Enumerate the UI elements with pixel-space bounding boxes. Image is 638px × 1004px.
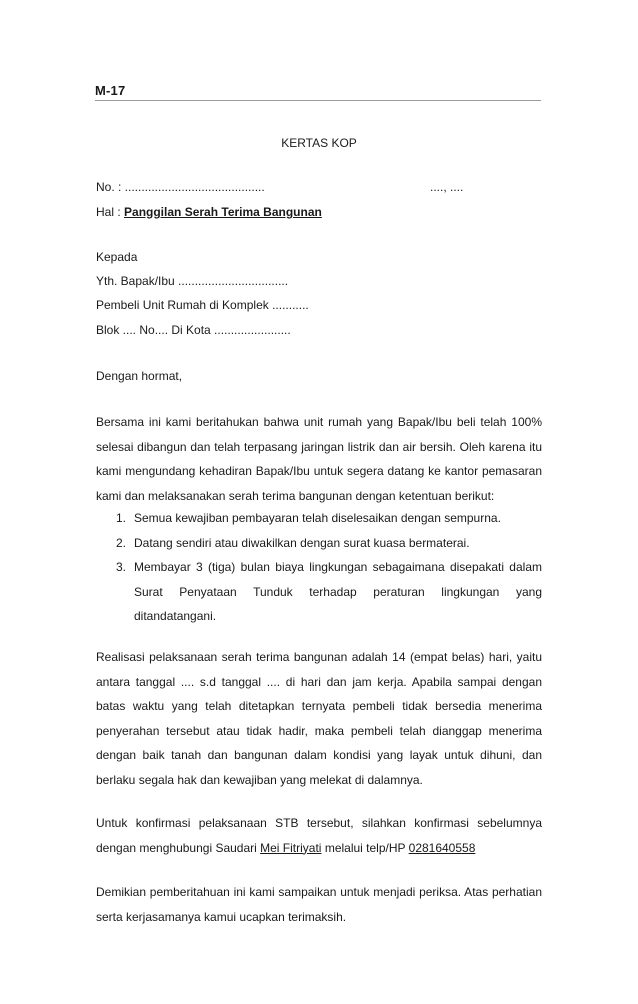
intro-paragraph: Bersama ini kami beritahukan bahwa unit rumah yang Bapak/Ibu beli telah 100% selesai dibangun dan telah terpasang jaringan listrik dan air bersih. Oleh karena itu kami mengundang kehadiran Bapak/Ibu untuk segera datang ke kantor pemasaran kami dan melaksanakan serah terima bangunan dengan ketentuan berikut: xyxy=(96,415,542,503)
contact-name: Mei Fitriyati xyxy=(260,840,322,855)
list-item-number: 1. xyxy=(116,511,127,525)
recipient-complex: Pembeli Unit Rumah di Komplek ........... xyxy=(96,298,309,312)
subject-text: Panggilan Serah Terima Bangunan xyxy=(124,205,322,219)
subject-prefix: Hal : xyxy=(96,205,125,219)
closing-paragraph: Demikian pemberitahuan ini kami sampaikan untuk menjadi periksa. Atas perhatian serta kerjasamanya kamui ucapkan terimaksih. xyxy=(96,885,542,924)
contact-phone: 0281640558 xyxy=(408,840,476,855)
recipient-address: Blok .... No.... Di Kota ....................... xyxy=(96,323,291,337)
list-item-number: 3. xyxy=(116,560,127,574)
list-item xyxy=(96,506,542,531)
realization-paragraph: Realisasi pelaksanaan serah terima bangunan adalah 14 (empat belas) hari, yaitu antara tanggal .... s.d tanggal .... di hari dan jam kerja. Apabila sampai dengan batas waktu yang telah ditetapkan ternyata pembeli tidak bersedia menerima penyerahan tersebut atau tidak hadir, maka pembeli telah dianggap menerima dengan baik tanah dan bangunan dalam kondisi yang layak untuk dihuni, dan berlaku segala hak dan kewajiban yang melekat di dalamnya. xyxy=(96,650,542,787)
terms-list xyxy=(96,506,542,629)
list-item-number: 2. xyxy=(116,535,127,550)
letter-number: No. : .......................................... xyxy=(96,180,265,194)
confirmation-text-start: Untuk konfirmasi pelaksanaan STB tersebut, silahkan konfirmasi sebelumnya dengan menghubungi Saudari xyxy=(96,816,542,855)
confirmation-paragraph xyxy=(96,811,542,860)
list-item-text: Semua kewajiban pembayaran telah diselesaikan dengan sempurna. xyxy=(134,511,501,525)
letterhead-placeholder: KERTAS KOP xyxy=(281,136,357,150)
document-code: M-17 xyxy=(95,83,541,101)
subject-line xyxy=(96,205,322,219)
list-item xyxy=(96,531,542,556)
list-item xyxy=(96,555,542,629)
list-item-text: Membayar 3 (tiga) bulan biaya lingkungan sebagaimana disepakati dalam Surat Penyataan Tunduk terhadap peraturan lingkungan yang ditandatangani. xyxy=(134,560,542,623)
list-item-text: Datang sendiri atau diwakilkan dengan surat kuasa bermaterai. xyxy=(134,535,470,550)
recipient-name: Yth. Bapak/Ibu ................................. xyxy=(96,274,289,288)
greeting: Dengan hormat, xyxy=(96,369,183,383)
confirmation-text-mid: melalui telp/HP xyxy=(321,840,409,855)
place-date: ...., .... xyxy=(430,180,464,194)
recipient-kepada: Kepada xyxy=(96,250,138,264)
